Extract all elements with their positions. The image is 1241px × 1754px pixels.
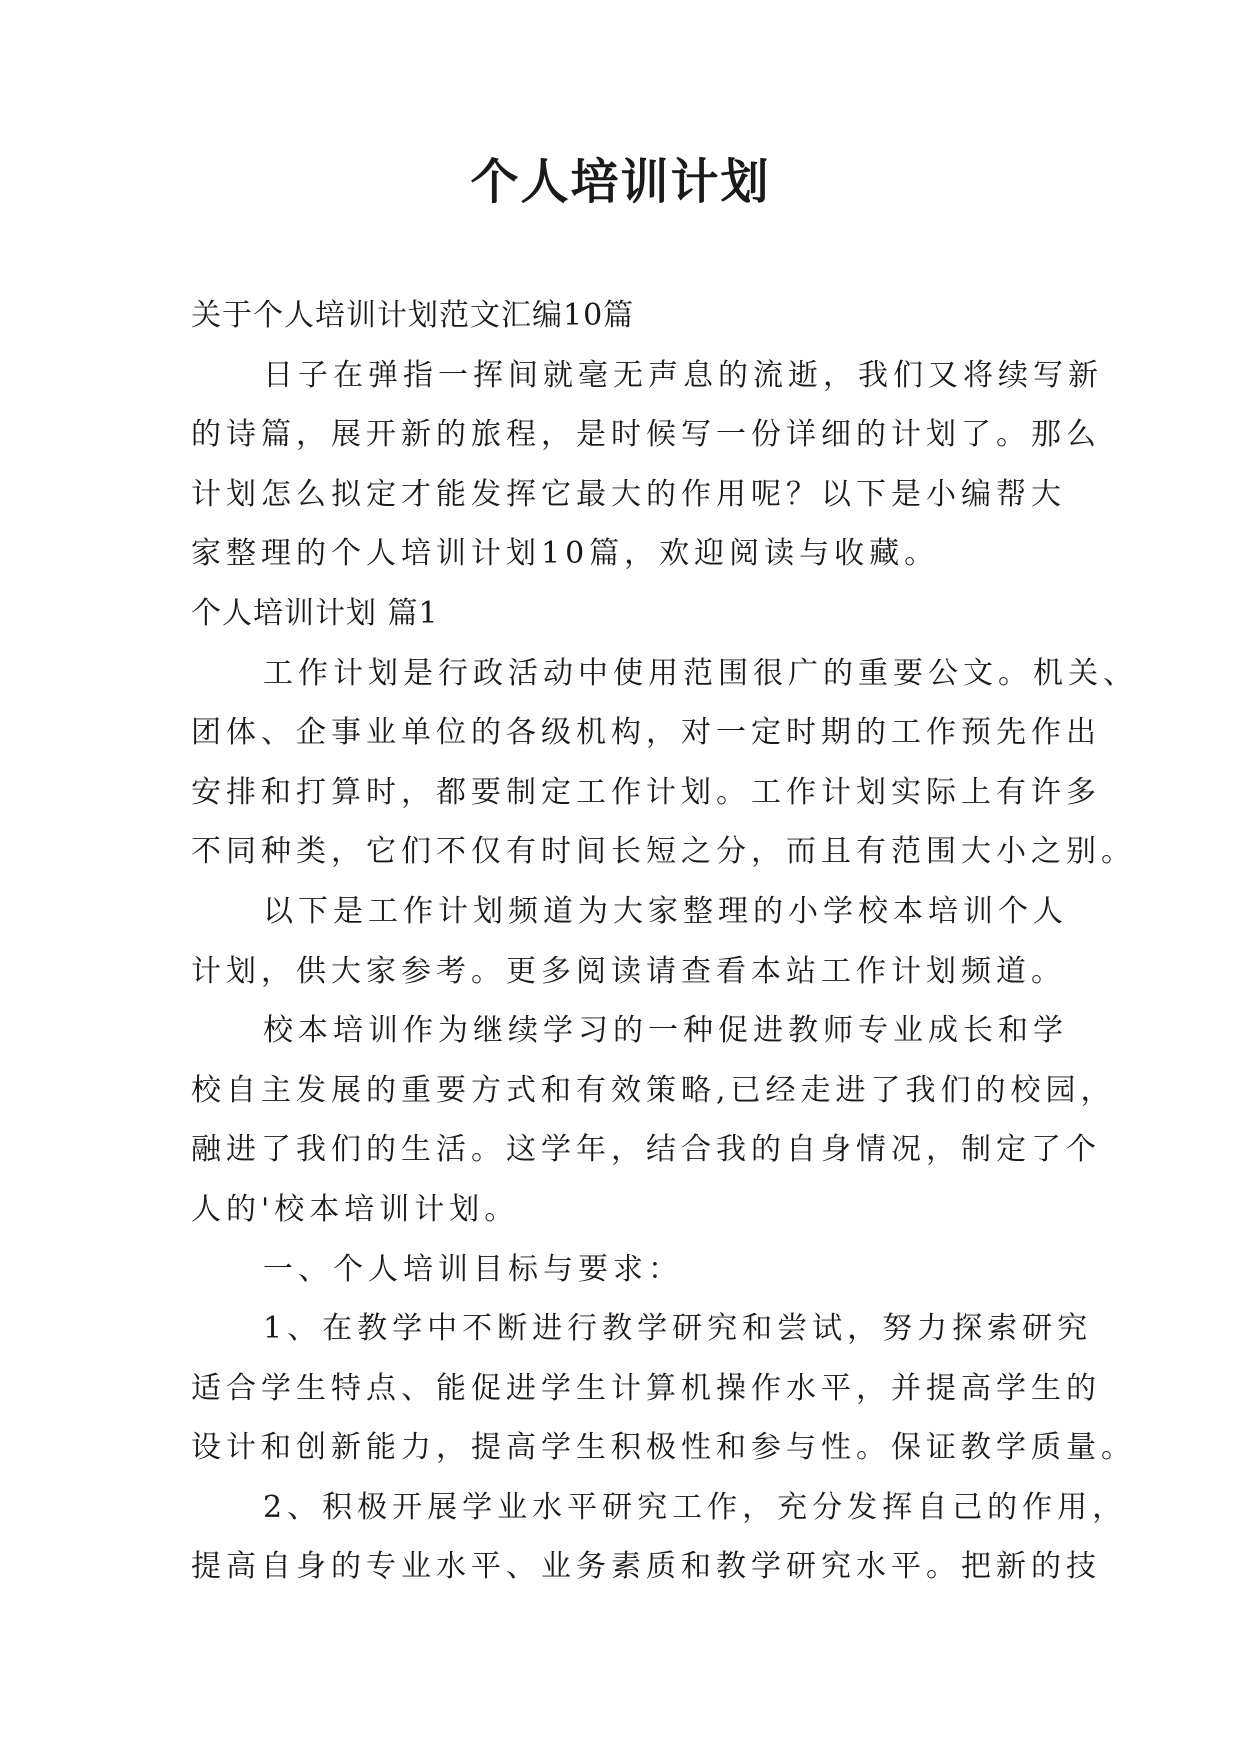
- paragraph-line: 提高自身的专业水平、业务素质和教学研究水平。把新的技: [191, 1549, 1101, 1585]
- paragraph-line: 不同种类，它们不仅有时间长短之分，而且有范围大小之别。: [191, 834, 1136, 870]
- paragraph-line: 1、在教学中不断进行教学研究和尝试，努力探索研究: [263, 1311, 1093, 1347]
- paragraph-line: 设计和创新能力，提高学生积极性和参与性。保证教学质量。: [191, 1430, 1136, 1466]
- paragraph-line: 计划，供大家参考。更多阅读请查看本站工作计划频道。: [191, 953, 1066, 989]
- paragraph-line: 校本培训作为继续学习的一种促进教师专业成长和学: [263, 1013, 1068, 1049]
- document-subtitle-line: 关于个人培训计划范文汇编10篇: [191, 298, 635, 333]
- paragraph-line: 工作计划是行政活动中使用范围很广的重要公文。机关、: [263, 655, 1138, 691]
- paragraph-line: 适合学生特点、能促进学生计算机操作水平，并提高学生的: [191, 1370, 1101, 1406]
- paragraph-line: 校自主发展的重要方式和有效策略,已经走进了我们的校园，: [191, 1072, 1116, 1108]
- paragraph-line: 的诗篇，展开新的旅程，是时候写一份详细的计划了。那么: [191, 417, 1101, 453]
- paragraph-line: 人的'校本培训计划。: [191, 1191, 520, 1227]
- paragraph-line: 家整理的个人培训计划10篇，欢迎阅读与收藏。: [191, 536, 940, 572]
- paragraph-line: 计划怎么拟定才能发挥它最大的作用呢？以下是小编帮大: [191, 476, 1066, 512]
- paragraph-line: 团体、企事业单位的各级机构，对一定时期的工作预先作出: [191, 715, 1101, 751]
- document-body: [191, 286, 1138, 1597]
- paragraph-line: 融进了我们的生活。这学年，结合我的自身情况，制定了个: [191, 1132, 1101, 1168]
- paragraph-line: 安排和打算时，都要制定工作计划。工作计划实际上有许多: [191, 774, 1101, 810]
- paragraph-line: 日子在弹指一挥间就毫无声息的流逝，我们又将续写新: [263, 357, 1103, 393]
- paragraph-line: 以下是工作计划频道为大家整理的小学校本培训个人: [263, 893, 1068, 929]
- section-heading: 个人培训计划 篇1: [191, 595, 439, 631]
- paragraph-line: 2、积极开展学业水平研究工作，充分发挥自己的作用，: [263, 1489, 1128, 1525]
- document-title: 个人培训计划: [470, 154, 771, 210]
- paragraph-line: 一、个人培训目标与要求：: [263, 1251, 683, 1287]
